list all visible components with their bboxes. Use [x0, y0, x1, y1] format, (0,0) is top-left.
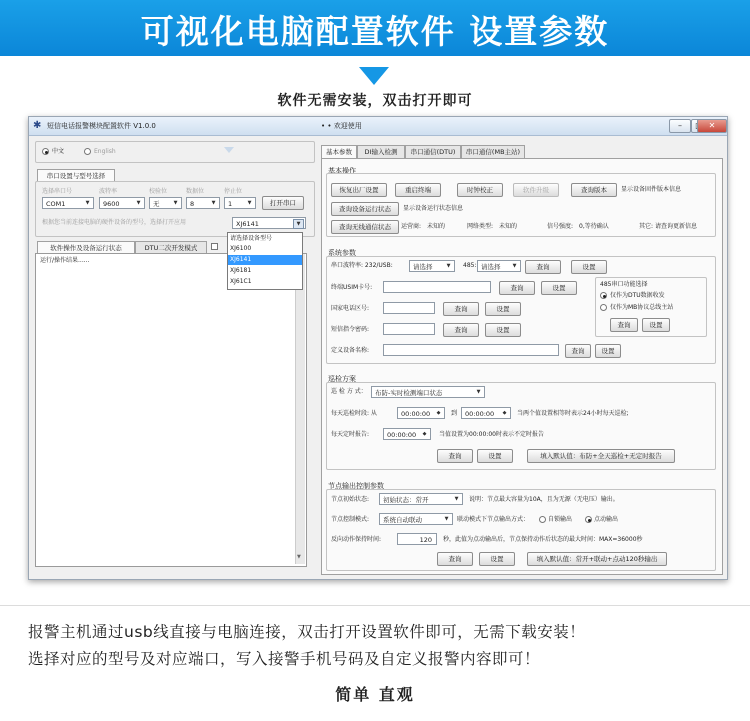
operator-label: 运营商: [401, 223, 422, 230]
stopbits-label: 停止位 [224, 188, 243, 195]
node-default-button[interactable]: 填入默认值：常开+联动+点动120秒输出 [527, 552, 667, 566]
other-label: 其它: [639, 223, 654, 230]
baud-set-button[interactable]: 设置 [571, 260, 607, 274]
lang-en-label: English [94, 148, 116, 155]
chevron-down-icon: ▼ [444, 516, 449, 522]
parity-label: 校验位 [149, 188, 168, 195]
basic-params-panel [321, 158, 723, 575]
patrol-query-button[interactable]: 查询 [437, 449, 473, 463]
databits-label: 数据位 [186, 188, 205, 195]
sms-pwd-field[interactable] [383, 323, 435, 335]
keep-time-label: 反向动作保持时间: [331, 536, 382, 543]
banner-subtitle: 软件无需安装，双击打开即可 [277, 93, 473, 109]
chevron-down-icon: ▼ [247, 200, 252, 206]
patrol-title: 巡检方案 [328, 375, 356, 383]
stopbits-value: 1 [228, 200, 233, 208]
lang-en-radio[interactable] [84, 148, 91, 155]
arrow-down-icon [359, 67, 389, 85]
log-scrollbar[interactable] [295, 254, 305, 564]
basic-ops-title: 基本操作 [328, 167, 356, 175]
dropdown-placeholder: 请选择设备型号 [230, 235, 273, 242]
net-type-label: 网络类型: [467, 223, 494, 230]
rs485-set-button[interactable]: 设置 [642, 318, 670, 332]
lang-cn-radio[interactable] [42, 148, 49, 155]
rs485-mb-label: 仅作为MB协议总线主站 [610, 304, 674, 311]
rs485-dtu-radio[interactable] [600, 292, 607, 299]
spinner-icon[interactable]: ◆ [502, 410, 507, 416]
query-version-button[interactable]: 查询版本 [571, 183, 617, 197]
databits-value: 8 [190, 200, 195, 208]
chevron-down-icon: ▼ [512, 263, 517, 269]
init-state-select[interactable] [379, 493, 463, 505]
report-time-field[interactable] [383, 428, 431, 440]
signal-label: 信号强度: [547, 223, 574, 230]
patrol-default-button[interactable]: 填入默认值：布防+全天巡检+无定时报告 [527, 449, 675, 463]
language-group [35, 141, 315, 163]
model-hint: 根据您当前连接电脑的硬件设备的型号，选择打开应用 [42, 219, 187, 226]
model-select[interactable] [232, 217, 306, 229]
chevron-down-icon: ▼ [476, 389, 481, 395]
tab-basic-params[interactable]: 基本参数 [321, 145, 357, 160]
keep-time-field[interactable]: 120 [397, 533, 437, 545]
chevron-down-icon: ▼ [173, 200, 178, 206]
ctrl-mode-label: 节点控制模式: [331, 516, 370, 523]
chevron-down-icon: ▼ [293, 219, 304, 229]
port-label: 选择串口号 [42, 188, 73, 195]
net-type-value: 未知的 [499, 223, 518, 230]
dropdown-option[interactable]: XJ61C1 [230, 278, 252, 285]
rs485-query-button[interactable]: 查询 [610, 318, 638, 332]
sms-set-button[interactable]: 设置 [485, 323, 521, 337]
init-state-label: 节点初始状态: [331, 496, 370, 503]
name-query-button[interactable]: 查询 [565, 344, 591, 358]
to-label: 到 [451, 410, 458, 417]
option-checkbox[interactable] [211, 243, 218, 250]
description-line-1: 报警主机通过usb线直接与电脑连接，双击打开设置软件即可，无需下载安装！ [28, 623, 586, 641]
baud-select[interactable] [99, 197, 145, 209]
baud-232-select[interactable] [409, 260, 455, 272]
port-value: COM1 [46, 200, 66, 208]
sms-query-button[interactable]: 查询 [443, 323, 479, 337]
usim-set-button[interactable]: 设置 [541, 281, 577, 295]
custom-name-label: 定义设备名称: [331, 347, 370, 354]
daily-report-label: 每天定时报告: [331, 431, 370, 438]
baud-label: 波特率 [99, 188, 118, 195]
tab-mb-master[interactable]: 串口通信(MB主站) [461, 145, 525, 158]
parity-select[interactable] [149, 197, 182, 209]
minimize-button[interactable]: – [669, 119, 691, 133]
query-status-button[interactable]: 查询设备运行状态 [331, 202, 399, 216]
tab-port-settings[interactable]: 串口设置与型号选择 [37, 169, 115, 184]
chevron-down-icon: ▼ [446, 263, 451, 269]
log-line: 运行/操作结果...... [40, 257, 90, 264]
country-code-field[interactable] [383, 302, 435, 314]
pulse-output-radio[interactable] [585, 516, 592, 523]
node-query-button[interactable]: 查询 [437, 552, 473, 566]
rs485-func-title: 485串口功能选择 [600, 281, 648, 288]
signal-value: 0,等待确认 [579, 223, 609, 230]
sms-pwd-label: 短信指令密码: [331, 326, 370, 333]
report-time-value: 00:00:00 [387, 431, 417, 439]
basic-ops-group [326, 173, 716, 237]
scroll-down-icon[interactable]: ▼ [297, 554, 301, 560]
country-query-button[interactable]: 查询 [443, 302, 479, 316]
dropdown-option[interactable]: XJ6100 [230, 245, 252, 252]
chevron-down-icon: ▼ [85, 200, 90, 206]
footer-tagline: 简单 直观 [335, 685, 415, 704]
query-wireless-button[interactable]: 查询无线通信状态 [331, 220, 399, 234]
parity-value: 无 [153, 200, 160, 208]
latch-output-radio[interactable] [539, 516, 546, 523]
banner-title: 可视化电脑配置软件 设置参数 [140, 12, 610, 51]
patrol-mode-value: 布防-实时检测端口状态 [375, 389, 443, 397]
status-desc: 显示设备运行状态信息 [403, 205, 464, 212]
databits-select[interactable] [186, 197, 220, 209]
node-title: 节点输出控制参数 [328, 482, 384, 490]
factory-reset-button[interactable]: 恢复出厂设置 [331, 183, 387, 197]
patrol-from-value: 00:00:00 [401, 410, 431, 418]
usim-field[interactable] [383, 281, 491, 293]
baud-485-select[interactable] [477, 260, 521, 272]
operator-value: 未知的 [427, 223, 446, 230]
other-value: 请查询更新信息 [655, 223, 698, 230]
description-line-2: 选择对应的型号及对应端口，写入接警手机号码及自定义报警内容即可！ [28, 650, 541, 668]
sys-params-group [326, 256, 716, 364]
link-output-label: 联动模式下节点输出方式： [457, 516, 530, 523]
open-port-button[interactable]: 打开串口 [262, 196, 304, 210]
ctrl-mode-value: 系统自动联动 [383, 516, 422, 524]
dropdown-option-selected[interactable]: XJ6141 [228, 255, 302, 265]
baud-rate-label: 串口波特率: 232/USB: [331, 262, 393, 269]
tab-dtu[interactable]: 串口通信(DTU) [405, 145, 461, 158]
dropdown-option[interactable]: XJ6181 [230, 267, 252, 274]
node-set-button[interactable]: 设置 [479, 552, 515, 566]
chevron-down-icon: ▼ [136, 200, 141, 206]
port-settings-panel [35, 181, 315, 237]
patrol-mode-label: 巡 检 方 式： [331, 388, 367, 395]
country-set-button[interactable]: 设置 [485, 302, 521, 316]
daily-patrol-note: 当两个值设置相等时表示24小时每天巡检; [517, 410, 629, 417]
init-note: 说明：节点最大容量为10A，且为无源（无电压）输出。 [469, 496, 619, 503]
version-desc: 显示设备固件版本信息 [621, 186, 682, 193]
port-select[interactable] [42, 197, 94, 209]
baud-232-value: 请选择 [413, 263, 433, 271]
title-bar [29, 117, 727, 136]
rs485-func-group [595, 277, 707, 337]
rs485-label: 485: [463, 262, 477, 269]
app-icon: ✱ [33, 120, 42, 131]
country-code-label: 国家电话区号: [331, 305, 370, 312]
window-title: 短信电话报警模块配置软件 V1.0.0 [47, 122, 156, 130]
patrol-to-value: 00:00:00 [465, 410, 495, 418]
baud-value: 9600 [103, 200, 120, 208]
rs485-mb-radio[interactable] [600, 304, 607, 311]
latch-output-label: 自锁输出 [548, 516, 573, 523]
name-set-button[interactable]: 设置 [595, 344, 621, 358]
model-value: XJ6141 [236, 220, 259, 228]
spinner-icon[interactable]: ◆ [436, 410, 441, 416]
pulse-output-label: 点动输出 [594, 516, 619, 523]
spinner-icon[interactable]: ◆ [422, 431, 427, 437]
keep-time-note: 秒，此值为点动输出后，节点保持动作后状态的最大时间：MAX=36000秒 [443, 536, 643, 543]
init-state-value: 初始状态：常开 [383, 496, 429, 504]
lang-cn-label: 中文 [52, 148, 65, 155]
patrol-from-field[interactable] [397, 407, 445, 419]
collapse-icon [224, 147, 234, 153]
log-area [35, 253, 307, 567]
custom-name-field[interactable] [383, 344, 559, 356]
restart-button[interactable]: 重启终端 [395, 183, 441, 197]
patrol-set-button[interactable]: 设置 [477, 449, 513, 463]
stopbits-select[interactable] [224, 197, 256, 209]
report-note: 当值设置为00:00:00时表示不定时报告 [439, 431, 544, 438]
baud-query-button[interactable]: 查询 [525, 260, 561, 274]
sys-params-title: 系统参数 [328, 249, 356, 257]
upgrade-button[interactable]: 软件升级 [513, 183, 559, 197]
node-group [326, 489, 716, 571]
patrol-mode-select[interactable] [371, 386, 485, 398]
tab-run-status[interactable]: 软件操作及设备运行状态 [37, 241, 135, 256]
daily-patrol-label: 每天巡检时段: 从 [331, 410, 377, 417]
tab-dtu-dev[interactable]: DTU二次开发模式 [135, 241, 207, 254]
patrol-to-field[interactable] [461, 407, 511, 419]
usim-label: 终端USIM卡号: [331, 284, 373, 291]
patrol-group [326, 382, 716, 470]
app-window [28, 116, 728, 580]
window-message: • • 欢迎使用 [321, 122, 362, 130]
ctrl-mode-select[interactable] [379, 513, 453, 525]
chevron-down-icon: ▼ [454, 496, 459, 502]
divider [0, 605, 750, 606]
tab-di-input[interactable]: DI输入检测 [357, 145, 405, 158]
chevron-down-icon: ▼ [211, 200, 216, 206]
close-button[interactable]: ✕ [697, 119, 727, 133]
rs485-dtu-label: 仅作为DTU数据收发 [610, 292, 665, 299]
time-sync-button[interactable]: 时钟校正 [457, 183, 503, 197]
baud-485-value: 请选择 [481, 263, 501, 271]
model-dropdown [227, 232, 303, 290]
usim-query-button[interactable]: 查询 [499, 281, 535, 295]
